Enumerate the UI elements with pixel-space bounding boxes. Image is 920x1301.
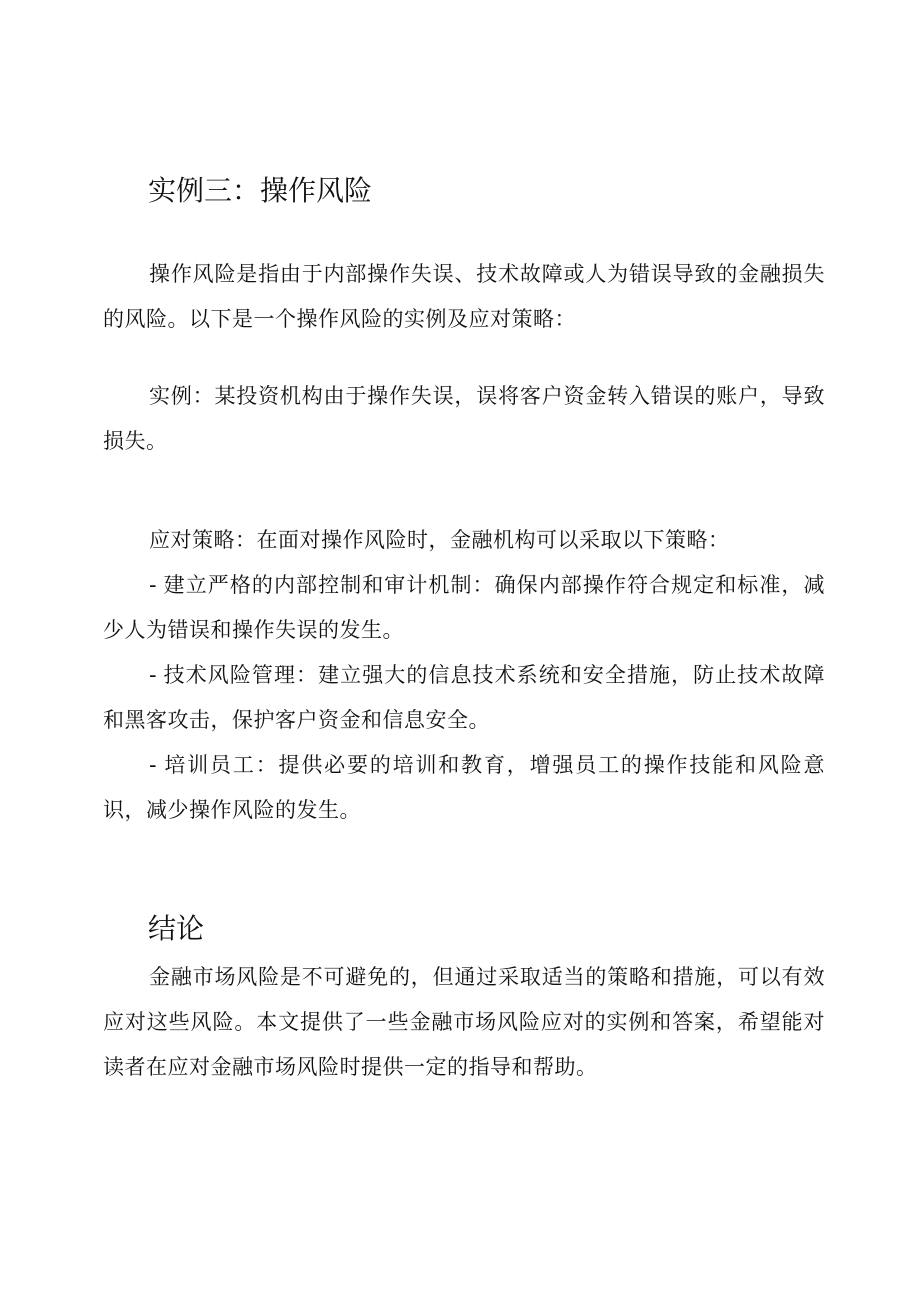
intro-paragraph: 操作风险是指由于内部操作失误、技术故障或人为错误导致的金融损失的风险。以下是一个操作风险的实例及应对策略： <box>103 262 825 331</box>
list-dash: - <box>149 573 158 597</box>
conclusion-paragraph: 金融市场风险是不可避免的，但通过采取适当的策略和措施，可以有效应对这些风险。本文提供了一些金融市场风险应对的实例和答案，希望能对读者在应对金融市场风险时提供一定的指导和帮助。 <box>103 965 825 1079</box>
section-title-operational-risk: 实例三：操作风险 <box>148 174 373 207</box>
strategy-item-text: 培训员工：提供必要的培训和教育，增强员工的操作技能和风险意识，减少操作风险的发生。 <box>103 753 825 822</box>
strategy-item <box>103 563 825 653</box>
conclusion-block <box>103 955 825 1090</box>
strategy-block <box>103 518 825 833</box>
strategy-item-text: 技术风险管理：建立强大的信息技术系统和安全措施，防止技术故障和黑客攻击，保护客户资金和信息安全。 <box>103 663 825 732</box>
list-dash: - <box>149 753 158 777</box>
example-block <box>103 374 825 464</box>
intro-block <box>103 252 825 342</box>
strategy-item-text: 建立严格的内部控制和审计机制：确保内部操作符合规定和标准，减少人为错误和操作失误的发生。 <box>103 573 825 642</box>
strategy-intro-paragraph: 应对策略：在面对操作风险时，金融机构可以采取以下策略： <box>149 528 730 552</box>
strategy-item <box>103 653 825 743</box>
section-title-conclusion: 结论 <box>148 912 205 945</box>
strategy-item <box>103 743 825 833</box>
example-paragraph: 实例：某投资机构由于操作失误，误将客户资金转入错误的账户，导致损失。 <box>103 384 825 453</box>
list-dash: - <box>149 663 158 687</box>
